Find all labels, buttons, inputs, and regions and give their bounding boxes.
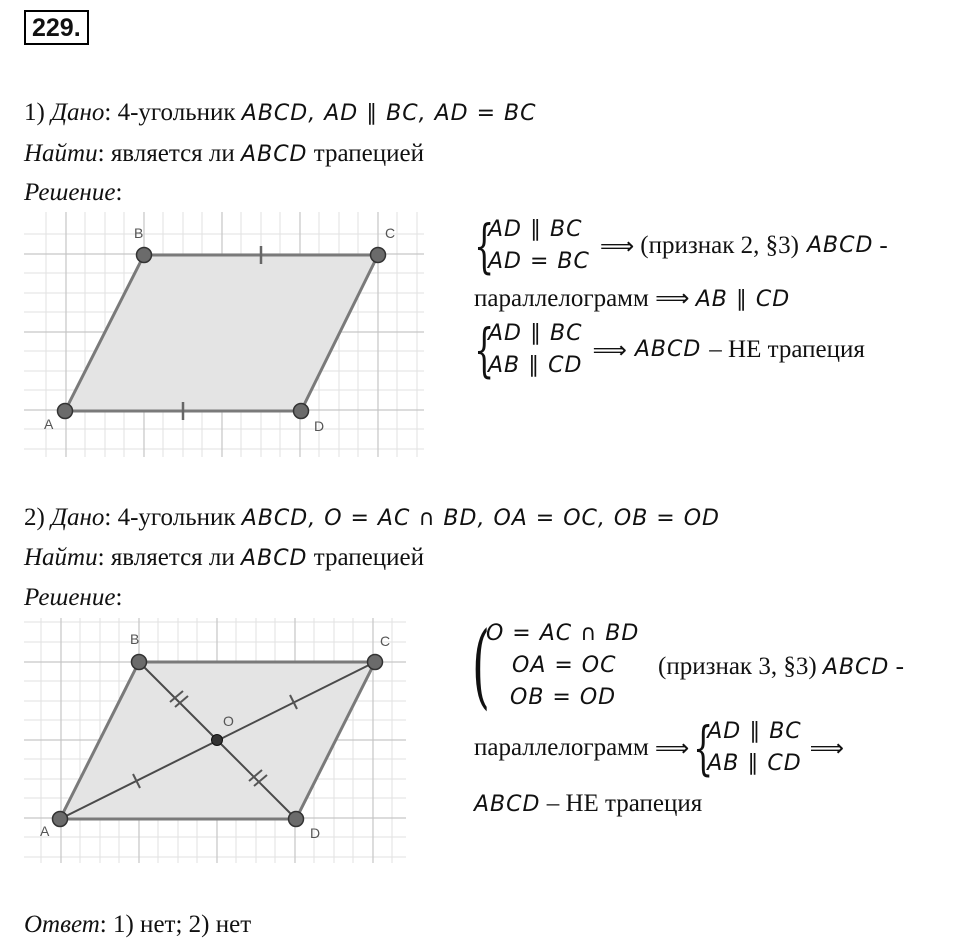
part1-label-c: C — [385, 225, 396, 241]
part1-label-a: A — [44, 416, 54, 432]
part1-step1 — [474, 214, 888, 278]
part2-point-b — [132, 655, 147, 670]
part1-solution-label: Решение — [24, 179, 116, 206]
part2-step2-arrow2: ⟹ — [809, 734, 845, 762]
part2-point-c — [368, 655, 383, 670]
part2-step1-system — [486, 618, 639, 714]
part2-step1-sys-line1: O = AC ∩ BD — [486, 621, 640, 646]
answer-text: 1) нет; 2) нет — [112, 911, 252, 938]
answer-label: Ответ — [24, 911, 100, 938]
part1-step3 — [474, 318, 865, 382]
part2-point-d — [289, 812, 304, 827]
part1-step1-dash: - — [879, 232, 888, 259]
part1-solution-line — [24, 178, 122, 208]
part1-point-a — [58, 404, 73, 419]
part1-step1-sys-line1: AD ∥ BC — [488, 217, 583, 242]
part2-label-d: D — [310, 825, 321, 841]
part2-solution-label: Решение — [24, 584, 116, 611]
part2-find-colon: : — [97, 544, 105, 571]
part1-step3-arrow: ⟹ — [592, 336, 627, 364]
part1-given-prefix: 1) — [24, 99, 45, 126]
part1-point-c — [371, 248, 386, 263]
part2-given-math: ABCD, O = AC ∩ BD, OA = OC, OB = OD — [241, 506, 720, 531]
part2-given-colon: : — [104, 504, 112, 531]
part2-step1-math: ABCD — [822, 655, 890, 680]
part1-label-d: D — [314, 418, 325, 434]
answer-colon: : — [99, 911, 107, 938]
part1-find-colon: : — [97, 140, 105, 167]
part2-step1-brace: ( — [472, 612, 490, 719]
part2-find-tail: трапецией — [313, 544, 424, 571]
part1-step3-text: – НЕ трапеция — [709, 336, 865, 363]
part1-step2-math: AB ∥ CD — [695, 287, 791, 312]
part1-step2-text: параллелограмм — [474, 285, 649, 312]
part2-step1-right — [658, 652, 904, 683]
part2-point-a — [53, 812, 68, 827]
part2-step1-sys-line3: OB = OD — [510, 685, 617, 710]
part1-given-colon: : — [104, 99, 112, 126]
part2-step2-system — [707, 716, 801, 780]
part1-step2-arrow: ⟹ — [655, 284, 690, 312]
part2-figure — [24, 618, 406, 863]
part2-step3-text: – НЕ трапеция — [546, 790, 703, 817]
part1-step1-brace: { — [474, 212, 495, 280]
answer-line — [24, 910, 251, 940]
part2-solution-colon: : — [115, 584, 123, 611]
part1-given-label: Дано — [51, 99, 105, 126]
part2-given-prefix: 2) — [24, 504, 45, 531]
part1-figure — [24, 212, 424, 457]
part2-given-label: Дано — [51, 504, 105, 531]
part1-given-line — [24, 98, 536, 129]
part2-find-line — [24, 543, 424, 574]
part2-label-o: O — [223, 713, 234, 729]
part1-step3-sys-line2: AB ∥ CD — [488, 353, 583, 378]
part2-step2-text: параллелограмм — [474, 734, 649, 761]
part2-find-text: является ли — [110, 544, 235, 571]
part2-given-text: 4-угольник — [117, 504, 236, 531]
part1-step2 — [474, 283, 790, 315]
part2-step1-sys-line2: OA = OC — [512, 653, 617, 678]
part1-step1-math: ABCD — [806, 233, 874, 258]
part1-step1-system — [488, 214, 590, 278]
part1-point-d — [294, 404, 309, 419]
part2-step3 — [474, 789, 702, 820]
part1-step1-text: (признак 2, §3) — [640, 232, 799, 259]
part1-label-b: B — [134, 225, 144, 241]
part2-step2-sys-line1: AD ∥ BC — [707, 719, 802, 744]
part2-given-line — [24, 503, 720, 534]
part2-step2-sys-line2: AB ∥ CD — [707, 751, 802, 776]
part1-given-math: ABCD, AD ∥ BC, AD = BC — [241, 101, 537, 126]
part1-point-b — [137, 248, 152, 263]
part1-step1-arrow: ⟹ — [599, 232, 635, 260]
part2-step1-dash: - — [895, 653, 904, 680]
part2-label-a: A — [40, 823, 50, 839]
part2-label-b: B — [130, 631, 140, 647]
part1-step3-sys-line1: AD ∥ BC — [488, 321, 583, 346]
problem-number: 229. — [24, 10, 89, 45]
part2-step1 — [472, 612, 640, 719]
part1-step3-math: ABCD — [634, 337, 702, 362]
part1-find-line — [24, 139, 424, 170]
part2-point-o — [212, 735, 223, 746]
part2-find-label: Найти — [24, 544, 98, 571]
part2-step3-math: ABCD — [474, 792, 541, 817]
part1-find-label: Найти — [24, 140, 98, 167]
part2-step2 — [474, 716, 844, 780]
part2-label-c: C — [380, 633, 391, 649]
part1-parallelogram — [65, 255, 378, 411]
part1-given-text: 4-угольник — [117, 99, 236, 126]
part2-step2-brace: { — [693, 714, 714, 782]
part1-find-text: является ли — [110, 140, 235, 167]
part2-step1-text: (признак 3, §3) — [658, 653, 817, 680]
part2-step2-arrow: ⟹ — [654, 734, 690, 762]
part1-step1-sys-line2: AD = BC — [488, 249, 590, 274]
part2-solution-line — [24, 583, 122, 613]
part1-find-tail: трапецией — [313, 140, 424, 167]
part1-step3-brace: { — [474, 316, 495, 384]
part1-step3-system — [488, 318, 582, 382]
part2-find-math: ABCD — [241, 546, 308, 571]
part1-solution-colon: : — [115, 179, 123, 206]
part1-find-math: ABCD — [241, 142, 308, 167]
